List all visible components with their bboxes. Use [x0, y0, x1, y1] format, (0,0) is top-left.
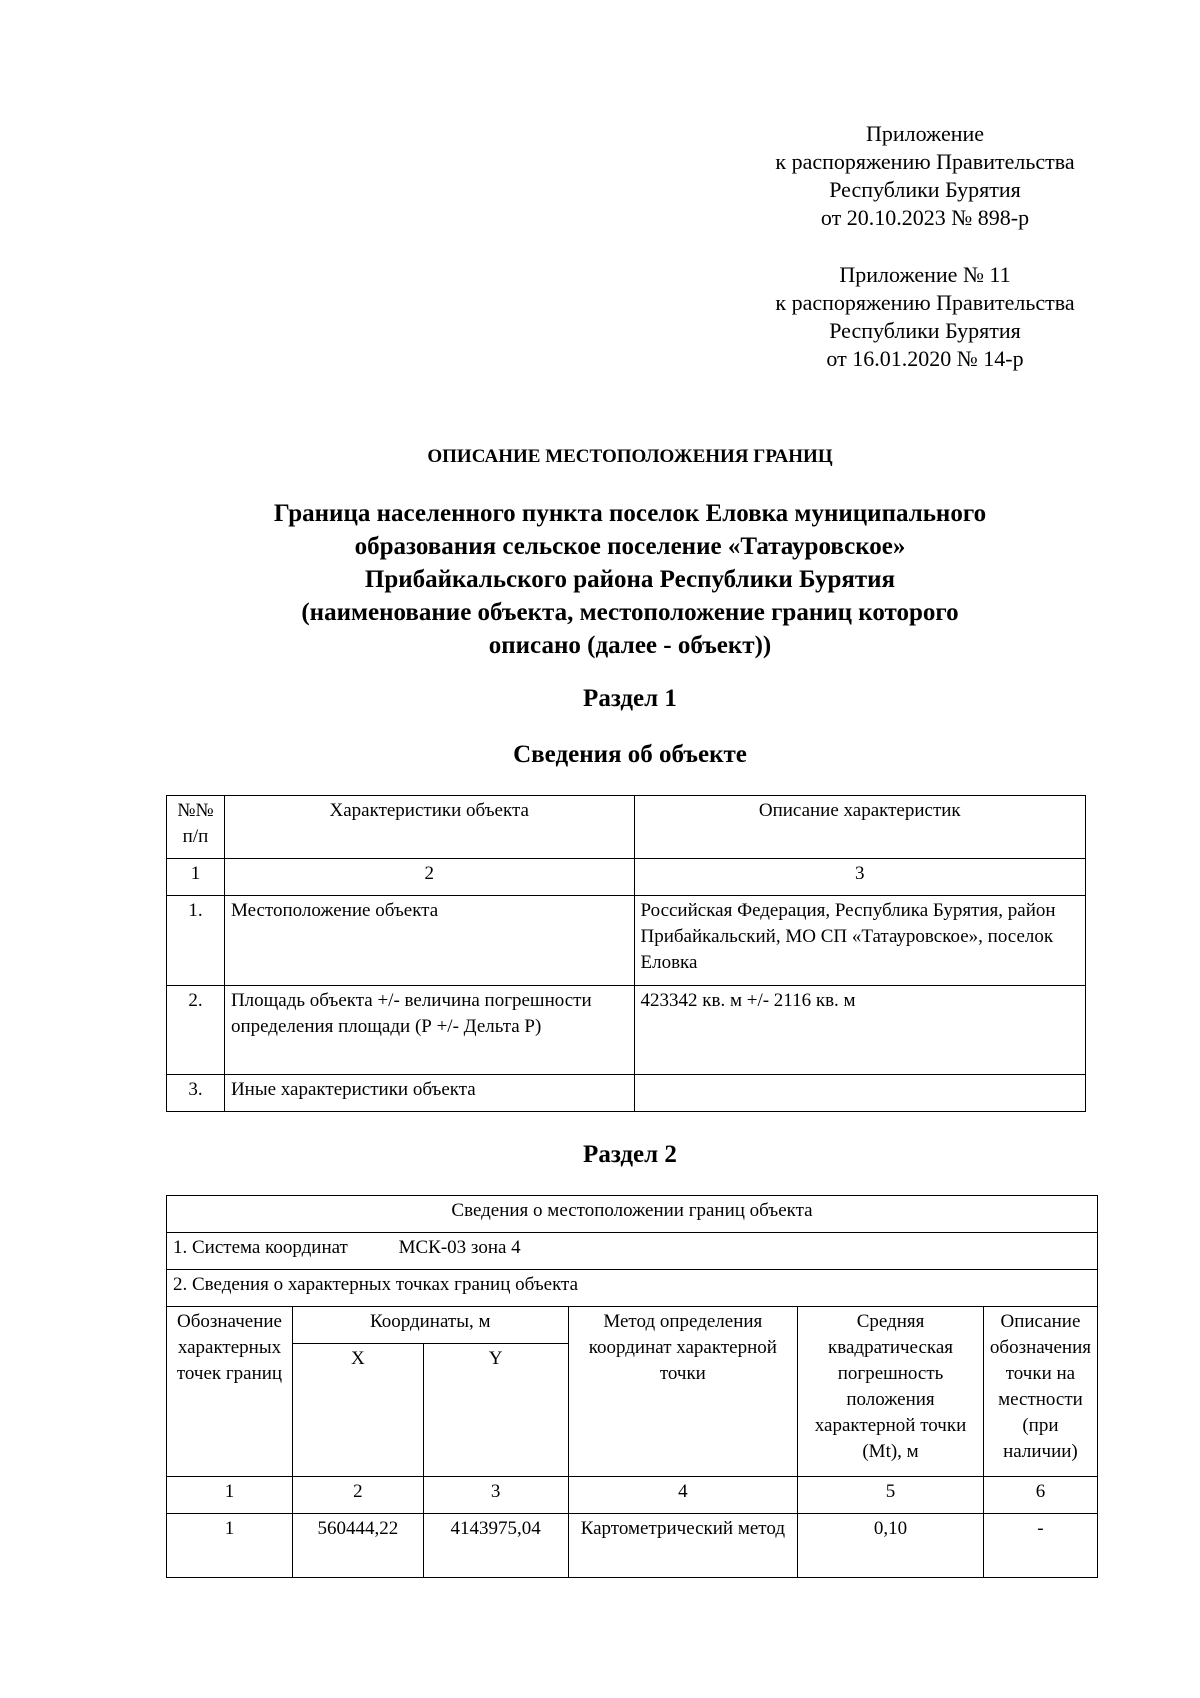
- y-coordinate-cell: 4143975,04: [423, 1514, 568, 1578]
- coordinate-system-label: 1. Система координат: [173, 1237, 348, 1258]
- column-header-designation: Обозначение характерных точек границ: [167, 1307, 293, 1477]
- appendix-line: к распоряжению Правительства: [775, 290, 1075, 315]
- column-number: 3: [634, 859, 1086, 896]
- document-title: ОПИСАНИЕ МЕСТОПОЛОЖЕНИЯ ГРАНИЦ: [427, 446, 833, 467]
- object-name-heading: [0, 497, 1200, 662]
- appendix-line: Приложение № 11: [839, 262, 1011, 287]
- column-number: 1: [167, 859, 225, 896]
- appendix-line: от 16.01.2020 № 14-р: [826, 346, 1024, 371]
- point-description-cell: -: [983, 1514, 1097, 1578]
- column-header-number: №№ п/п: [167, 796, 225, 859]
- column-header-characteristic: Характеристики объекта: [224, 796, 634, 859]
- column-number: 5: [798, 1477, 984, 1514]
- point-designation-cell: 1: [167, 1514, 293, 1578]
- points-label: 2. Сведения о характерных точках границ объекта: [167, 1270, 1098, 1307]
- object-info-table: [166, 795, 1086, 1112]
- column-number: 2: [292, 1477, 423, 1514]
- table-row: [167, 1075, 1086, 1112]
- characteristic-cell: Местоположение объекта: [224, 896, 634, 986]
- row-number: 1.: [167, 896, 225, 986]
- column-header-x: X: [292, 1344, 423, 1477]
- row-number: 2.: [167, 986, 225, 1075]
- object-name-line: описано (далее - объект)): [488, 632, 772, 659]
- description-cell: Российская Федерация, Республика Бурятия, район Прибайкальский, МО СП «Татауровское», поселок Еловка: [634, 896, 1086, 986]
- table-caption: Сведения о местоположении границ объекта: [167, 1196, 1098, 1233]
- appendix-header-current: [730, 120, 1120, 232]
- column-header-point-description: Описание обозначения точки на местности (при наличии): [983, 1307, 1097, 1477]
- column-number: 3: [423, 1477, 568, 1514]
- column-numbers-row: [167, 859, 1086, 896]
- accuracy-cell: 0,10: [798, 1514, 984, 1578]
- section-1-subtitle: Сведения об объекте: [513, 741, 747, 768]
- points-label-row: [167, 1270, 1098, 1307]
- coordinate-system-row: [167, 1233, 1098, 1270]
- object-name-line: Граница населенного пункта поселок Еловка муниципального: [273, 500, 987, 527]
- table-header-row: [167, 796, 1086, 859]
- column-number: 2: [224, 859, 634, 896]
- column-header-coordinates: Координаты, м: [292, 1307, 568, 1344]
- column-number: 6: [983, 1477, 1097, 1514]
- description-cell: 423342 кв. м +/- 2116 кв. м: [634, 986, 1086, 1075]
- coordinate-system-value: МСК-03 зона 4: [398, 1237, 521, 1258]
- x-coordinate-cell: 560444,22: [292, 1514, 423, 1578]
- table-row: [167, 1514, 1098, 1578]
- appendix-line: к распоряжению Правительства: [775, 149, 1075, 174]
- appendix-header-original: [730, 261, 1120, 373]
- characteristic-cell: Площадь объекта +/- величина погрешности определения площади (Р +/- Дельта Р): [224, 986, 634, 1075]
- table-header-row: [167, 1307, 1098, 1344]
- column-numbers-row: [167, 1477, 1098, 1514]
- appendix-line: Республики Бурятия: [829, 318, 1021, 343]
- table-row: [167, 896, 1086, 986]
- object-name-line: (наименование объекта, местоположение границ которого: [301, 599, 959, 626]
- row-number: 3.: [167, 1075, 225, 1112]
- table-row: [167, 986, 1086, 1075]
- object-name-line: образования сельское поселение «Татауровское»: [354, 533, 906, 560]
- appendix-line: Республики Бурятия: [829, 177, 1021, 202]
- coordinate-system-cell: [167, 1233, 1098, 1270]
- method-cell: Картометрический метод: [568, 1514, 798, 1578]
- column-header-y: Y: [423, 1344, 568, 1477]
- column-number: 4: [568, 1477, 798, 1514]
- section-1-title: Раздел 1: [583, 685, 677, 712]
- characteristic-cell: Иные характеристики объекта: [224, 1075, 634, 1112]
- object-name-line: Прибайкальского района Республики Бурятия: [364, 566, 896, 593]
- column-number: 1: [167, 1477, 293, 1514]
- description-cell: [634, 1075, 1086, 1112]
- column-header-description: Описание характеристик: [634, 796, 1086, 859]
- boundary-location-table: [166, 1195, 1098, 1578]
- table-caption-row: [167, 1196, 1098, 1233]
- appendix-line: от 20.10.2023 № 898-р: [820, 205, 1030, 230]
- column-header-accuracy: Средняя квадратическая погрешность положения характерной точки (Mt), м: [798, 1307, 984, 1477]
- section-2-title: Раздел 2: [583, 1141, 677, 1168]
- appendix-line: Приложение: [865, 121, 985, 146]
- column-header-method: Метод определения координат характерной точки: [568, 1307, 798, 1477]
